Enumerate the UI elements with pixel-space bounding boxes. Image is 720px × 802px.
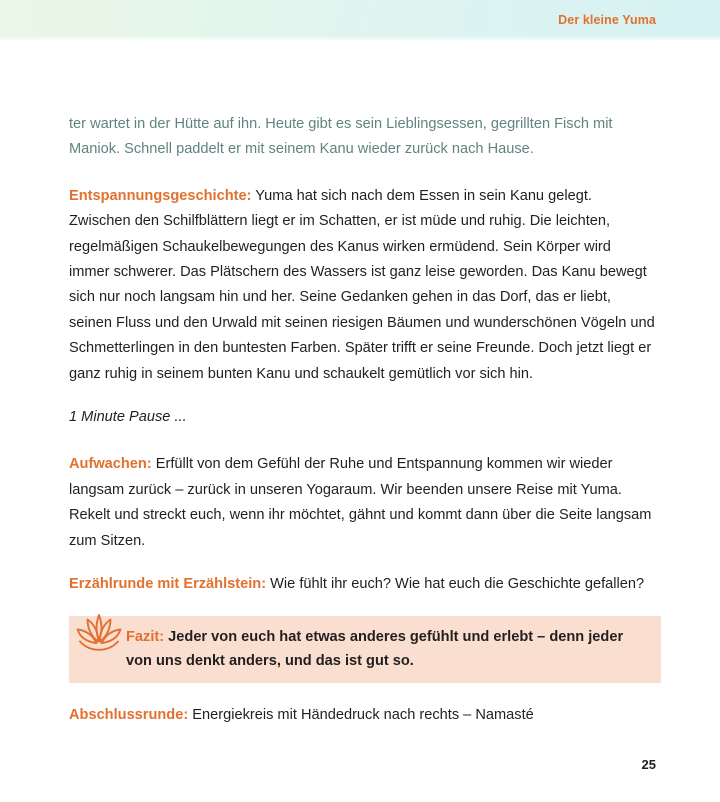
- page-number: 25: [641, 757, 656, 772]
- pause-note: 1 Minute Pause ...: [69, 409, 187, 426]
- section-text-aufwachen: Erfüllt von dem Gefühl der Ruhe und Entspannung kommen wir wieder langsam zurück – zurück in unseren Yogaraum. Wir beenden unsere Reise mit Yuma. Rekelt und streckt euch, wenn ihr möchtet, gähnt und kommt dann über die Seite langsam zum Sitzen.: [69, 456, 652, 549]
- fazit-label: Fazit:: [126, 628, 165, 645]
- intro-paragraph: ter wartet in der Hütte auf ihn. Heute gibt es sein Lieblingsessen, gegrillten Fisch mit Maniok. Schnell paddelt er mit seinem Kanu wieder zurück nach Hause.: [69, 116, 613, 158]
- section-text-erzaehlrunde: Wie fühlt ihr euch? Wie hat euch die Geschichte gefallen?: [270, 576, 645, 593]
- page-content: [69, 112, 655, 746]
- fazit-callout: [69, 616, 655, 683]
- fazit-text: Jeder von euch hat etwas anderes gefühlt und erlebt – denn jeder von uns denkt anders, und das ist gut so.: [126, 628, 624, 669]
- page-header-band: [0, 0, 720, 41]
- fazit-paragraph: [126, 625, 647, 673]
- section-label-aufwachen: Aufwachen:: [69, 456, 152, 473]
- section-text-entspannungsgeschichte: Yuma hat sich nach dem Essen in sein Kanu gelegt. Zwischen den Schilfblättern liegt er im Schatten, er ist müde und ruhig. Die leichten, regelmäßigen Schaukelbewegungen des Kanus wirken ermüdend. Sein Körper wird immer schwerer. Das Plätschern des Wassers ist ganz leise geworden. Das Kanu bewegt sich nur noch langsam hin und her. Seine Gedanken gehen in das Dorf, das er liebt, seinen Fluss und den Urwald mit seinen riesigen Bäumen und wunderschönen Vögeln und Schmetterlingen in den buntesten Farben. Später trifft er seine Freunde. Doch jetzt liegt er ganz ruhig in seinem bunten Kanu und schaukelt gemütlich vor sich hin.: [69, 187, 655, 382]
- section-label-abschlussrunde: Abschlussrunde:: [69, 706, 189, 723]
- section-entspannungsgeschichte: [69, 184, 655, 387]
- section-aufwachen: [69, 452, 655, 554]
- section-abschlussrunde: [69, 703, 655, 728]
- running-head-title: Der kleine Yuma: [558, 13, 656, 27]
- fazit-box: [69, 616, 661, 683]
- section-text-abschlussrunde: Energiekreis mit Händedruck nach rechts – Namasté: [192, 706, 534, 723]
- section-label-erzaehlrunde: Erzählrunde mit Erzählstein:: [69, 576, 267, 593]
- section-erzaehlrunde: [69, 572, 655, 597]
- section-label-entspannungsgeschichte: Entspannungsgeschichte:: [69, 187, 252, 204]
